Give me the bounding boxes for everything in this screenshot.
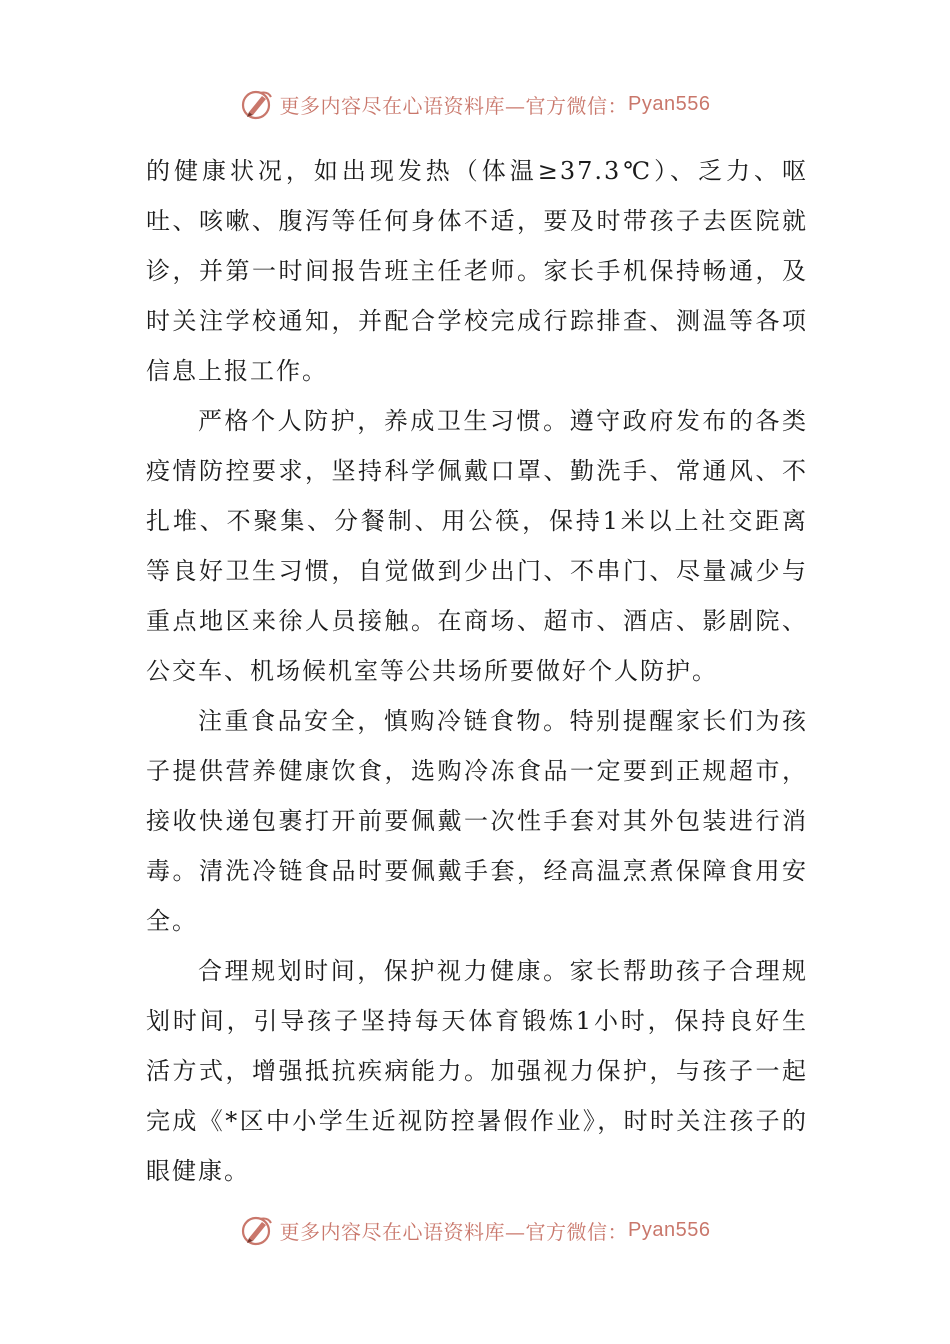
- pen-logo-icon: [240, 1213, 274, 1247]
- paragraph-health-status: 的健康状况，如出现发热（体温≥37.3℃）、乏力、呕吐、咳嗽、腹泻等任何身体不适，要及时带孩子去医院就诊，并第一时间报告班主任老师。家长手机保持畅通，及时关注学校通知，并配合学校完成行踪排查、测温等各项信息上报工作。: [146, 157, 808, 385]
- watermark-text: 更多内容尽在心语资料库—官方微信：: [279, 93, 629, 118]
- watermark-text: 更多内容尽在心语资料库—官方微信：: [279, 1219, 629, 1244]
- paragraph-food-safety: 注重食品安全，慎购冷链食物。特别提醒家长们为孩子提供营养健康饮食，选购冷冻食品一定要到正规超市，接收快递包裹打开前要佩戴一次性手套对其外包装进行消毒。清洗冷链食品时要佩戴手套，经高温烹煮保障食用安全。: [146, 707, 808, 935]
- pen-logo-icon: [240, 87, 274, 121]
- document-body: [146, 146, 808, 1196]
- watermark-brand: Pyan556: [628, 92, 711, 115]
- paragraph-vision-health: 合理规划时间，保护视力健康。家长帮助孩子合理规划时间，引导孩子坚持每天体育锻炼1小时，保持良好生活方式，增强抵抗疾病能力。加强视力保护，与孩子一起完成《*区中小学生近视防控暑假作业》，时时关注孩子的眼健康。: [146, 957, 808, 1185]
- footer-watermark: [0, 1208, 950, 1252]
- watermark-brand: Pyan556: [628, 1218, 711, 1241]
- header-watermark: [0, 82, 950, 126]
- paragraph-personal-protection: 严格个人防护，养成卫生习惯。遵守政府发布的各类疫情防控要求，坚持科学佩戴口罩、勤洗手、常通风、不扎堆、不聚集、分餐制、用公筷，保持1米以上社交距离等良好卫生习惯，自觉做到少出门、不串门、尽量减少与重点地区来徐人员接触。在商场、超市、酒店、影剧院、公交车、机场候机室等公共场所要做好个人防护。: [146, 407, 808, 685]
